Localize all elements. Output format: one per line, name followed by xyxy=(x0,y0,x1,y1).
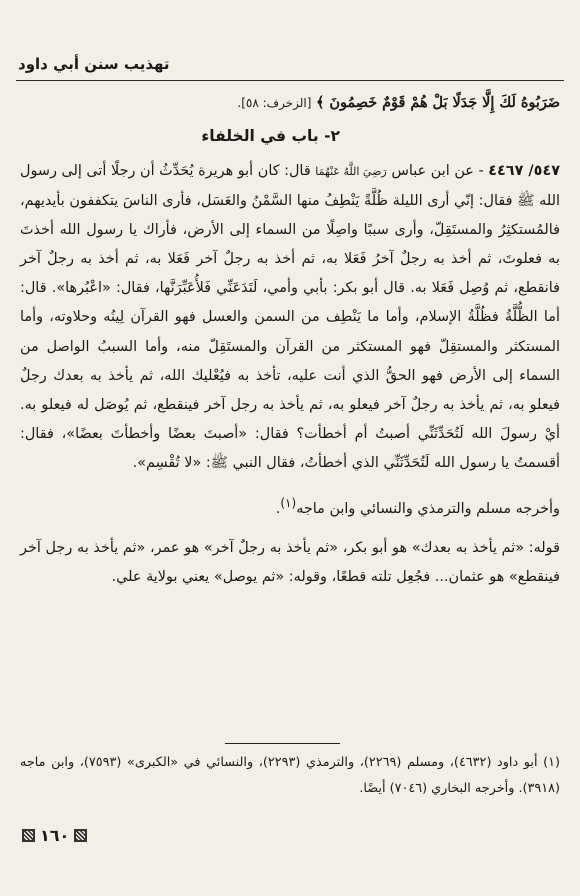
verse-reference: [الزخرف: ٥٨]. xyxy=(237,96,312,110)
diamond-ornament-icon xyxy=(22,829,35,842)
takhrij-text: وأخرجه مسلم والترمذي والنسائي وابن ماجه xyxy=(296,500,560,517)
page-number-block xyxy=(22,826,87,845)
footnote-separator xyxy=(225,743,340,744)
running-head: تهذيب سنن أبي داود xyxy=(18,55,170,73)
footnote-marker[interactable]: (١) xyxy=(280,495,297,510)
hadith-number: ٥٤٧/ ٤٤٦٧ xyxy=(488,163,561,180)
footnote-area xyxy=(20,750,560,802)
section-title: ٢- باب في الخلفاء xyxy=(201,127,340,146)
main-text xyxy=(20,88,560,592)
commentary-paragraph: قوله: «ثم يأخذ به بعدك» هو أبو بكر، «ثم يأخذ به رجلٌ آخر» هو عمر، «ثم يأخذ به رجل آخر فينقطع» هو عثمان... فجُعِل تلته قطعًا، وقوله: «ثم يوصل» يعني بولاية علي. xyxy=(20,539,560,585)
honorific-glyph: رَضِيَ اللَّهُ عَنْهُمَا xyxy=(315,165,387,179)
footnote-1: (١) أبو داود (٤٦٣٢)، ومسلم (٢٢٦٩)، والترمذي (٢٢٩٣)، والنسائي في «الكبرى» (٧٥٩٣)، وابن ماجه (٣٩١٨). وأخرجه البخاري (٧٠٤٦) أيضًا. xyxy=(20,755,560,796)
hadith-text: قال: كان أبو هريرة يُحَدِّثُ أن رجلًا أتى إلى رسول الله ﷺ فقال: إنّي أرى الليلة ظُلَّةً يَنْطِفُ منها السَّمْنُ والعَسَل، فأرى الناسَ يتكففون بأيديهم، فالمُستكثِرُ والمستَقِلّ، وأرى سببًا واصِلًا من السماء إلى الأرض، فأراك يا رسول الله أخذتَ به فعلوتَ، ثم أخذ به رجلٌ آخرُ فَعَلا به، ثم أخذ به رجلٌ آخر فَعَلا به، ثم أخذ به رجلٌ آخر فانقطع، ثم وُصِل فَعَلا به. قال أبو بكر: بأبي وأمي، لَتَدَعَنِّي فَلأُعَبِّرَنَّها، فقال: «اعْبُرها». قال: أما الظُّلَّةُ فظُلَّةُ الإسلام، وأما ما يَنْطِف من السمن والعسل فهو القرآن لِينُه وحلاوته، وأما المستكثر والمستقِلّ فهو المستكثر من القرآن والمستَقِلّ منه، وأما السببُ الواصل من السماء إلى الأرض فهو الحقُّ الذي أنت عليه، تأخذ به فيُعْليك الله، ثم يأخذ به بعدك رجلٌ فيعلو به، ثم يأخذ به رجلٌ آخر فيعلو به، ثم يأخذ به رجل آخر فينقطع، ثم يُوصَل له فيعلو به. أيْ رسولَ الله لَتُحَدِّثَنِّي أصبتُ أم أخطأت؟ فقال: «أصبتَ بعضًا وأخطأتَ بعضًا»، فقال: أقسمتُ يا رسول الله لَتُحَدِّثَنِّي الذي أخطأتُ، فقال النبي ﷺ: «لا تُقْسِم». xyxy=(20,163,560,472)
quran-verse-line xyxy=(20,88,560,118)
quran-verse: ضَرَبُوهُ لَكَ إِلَّا جَدَلًا بَلْ هُمْ قَوْمٌ خَصِمُونَ ﴾ xyxy=(315,94,560,111)
takhrij-line: وأخرجه مسلم والترمذي والنسائي وابن ماجه$^{(١)}$. xyxy=(275,495,560,517)
diamond-ornament-icon xyxy=(74,829,87,842)
page-number: ١٦٠ xyxy=(40,826,70,845)
hadith-narrator: - عن ابن عباس xyxy=(391,163,484,180)
hadith-paragraph xyxy=(20,157,560,478)
header-rule xyxy=(16,80,564,81)
